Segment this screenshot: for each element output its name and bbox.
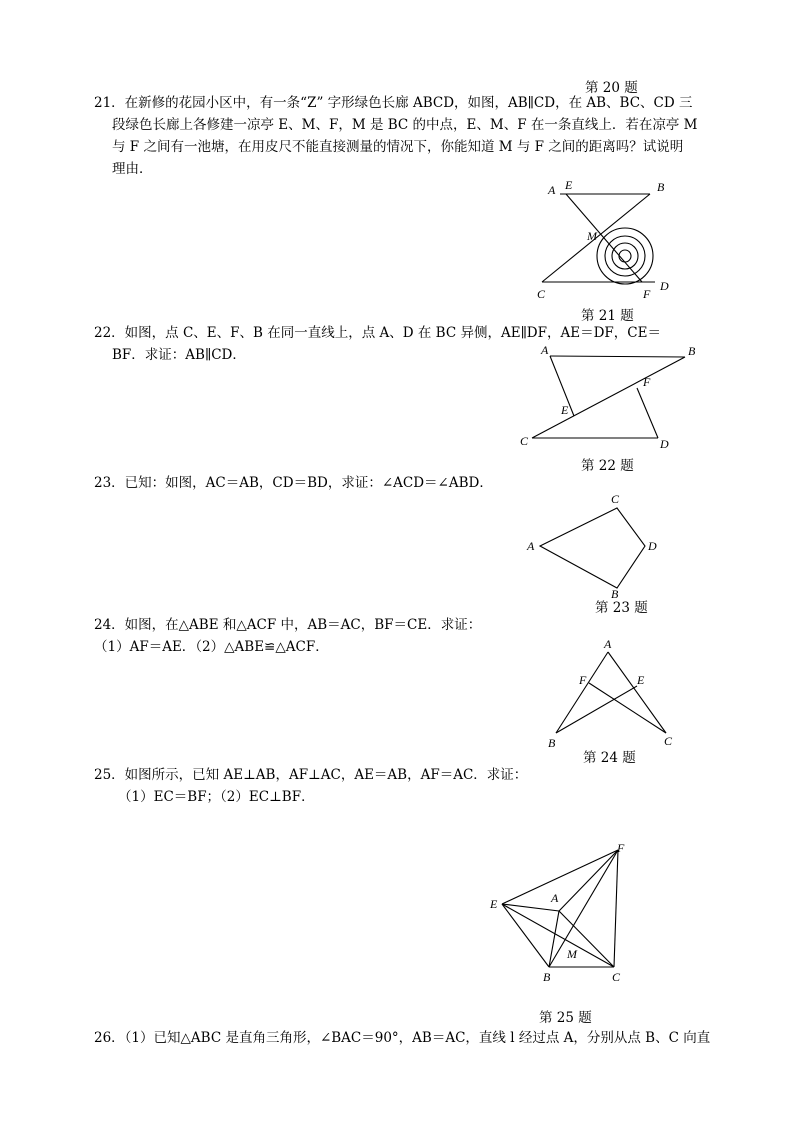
fig22-label-b: B <box>688 344 696 358</box>
problem-26-line-1: 26．（1）已知△ABC 是直角三角形，∠BAC＝90°，AB＝AC，直线 l 经过点 A，分别从点 B、C 向直 <box>94 1030 711 1046</box>
fig21-label-c: C <box>537 287 546 301</box>
problem-22-line-2: BF．求证：AB∥CD． <box>112 347 246 363</box>
fig25-label-m: M <box>567 947 577 961</box>
fig25-label-f: F <box>617 841 625 855</box>
fig24-label-f: F <box>579 673 587 687</box>
fig21-label-m: M <box>587 229 597 243</box>
fig22-label-a: A <box>541 343 549 357</box>
fig25-label-a: A <box>551 891 559 905</box>
fig24-label-a: A <box>604 637 612 651</box>
fig22-label-e: E <box>561 403 569 417</box>
fig24-label-b: B <box>548 736 556 750</box>
figure-23-caption: 第 23 题 <box>595 600 648 616</box>
fig25-label-c: C <box>612 970 621 984</box>
fig25-label-e: E <box>490 897 498 911</box>
fig23-label-c: C <box>611 492 620 506</box>
problem-21-line-2: 段绿色长廊上各修建一凉亭 E、M、F，M 是 BC 的中点，E、M、F 在一条直线上．若在凉亭 M <box>112 117 698 133</box>
fig21-label-b: B <box>657 180 665 194</box>
fig23-label-d: D <box>648 539 657 553</box>
figure-22-caption: 第 22 题 <box>581 458 634 474</box>
problem-23-line-1: 23．已知：如图，AC＝AB，CD＝BD，求证：∠ACD＝∠ABD． <box>94 475 493 491</box>
fig22-label-d: D <box>660 437 669 451</box>
figure-21-caption: 第 21 题 <box>581 308 634 324</box>
figure-20-caption: 第 20 题 <box>585 80 638 96</box>
problem-21-line-3: 与 F 之间有一池塘，在用皮尺不能直接测量的情况下，你能知道 M 与 F 之间的距离吗？试说明 <box>112 139 684 155</box>
fig22-label-c: C <box>520 434 529 448</box>
fig21-label-a: A <box>548 183 556 197</box>
problem-24-line-1: 24．如图，在△ABE 和△ACF 中，AB＝AC，BF＝CE．求证： <box>94 617 482 633</box>
problem-21-line-1: 21．在新修的花园小区中，有一条“Z” 字形绿色长廊 ABCD，如图，AB∥CD，在 AB、BC、CD 三 <box>94 95 693 111</box>
problem-22-line-1: 22．如图，点 C、E、F、B 在同一直线上，点 A、D 在 BC 异侧，AE∥DF，AE＝DF，CE＝ <box>94 325 661 341</box>
problem-21-line-4: 理由． <box>112 161 153 177</box>
fig25-label-b: B <box>543 970 551 984</box>
fig24-label-c: C <box>664 734 673 748</box>
figure-25-caption: 第 25 题 <box>539 1010 592 1026</box>
figure-24-caption: 第 24 题 <box>583 750 636 766</box>
problem-24-line-2: （1）AF＝AE．（2）△ABE≌△ACF． <box>94 639 329 655</box>
fig24-label-e: E <box>637 673 645 687</box>
fig21-label-e: E <box>565 178 573 192</box>
fig23-label-a: A <box>527 539 535 553</box>
problem-25-line-2: （1）EC＝BF；（2）EC⊥BF． <box>118 789 315 805</box>
fig22-label-f: F <box>643 375 651 389</box>
fig21-label-f: F <box>643 287 651 301</box>
fig23-label-b: B <box>611 587 619 601</box>
problem-25-line-1: 25．如图所示，已知 AE⊥AB，AF⊥AC，AE＝AB，AF＝AC．求证： <box>94 767 528 783</box>
fig21-label-d: D <box>660 279 669 293</box>
